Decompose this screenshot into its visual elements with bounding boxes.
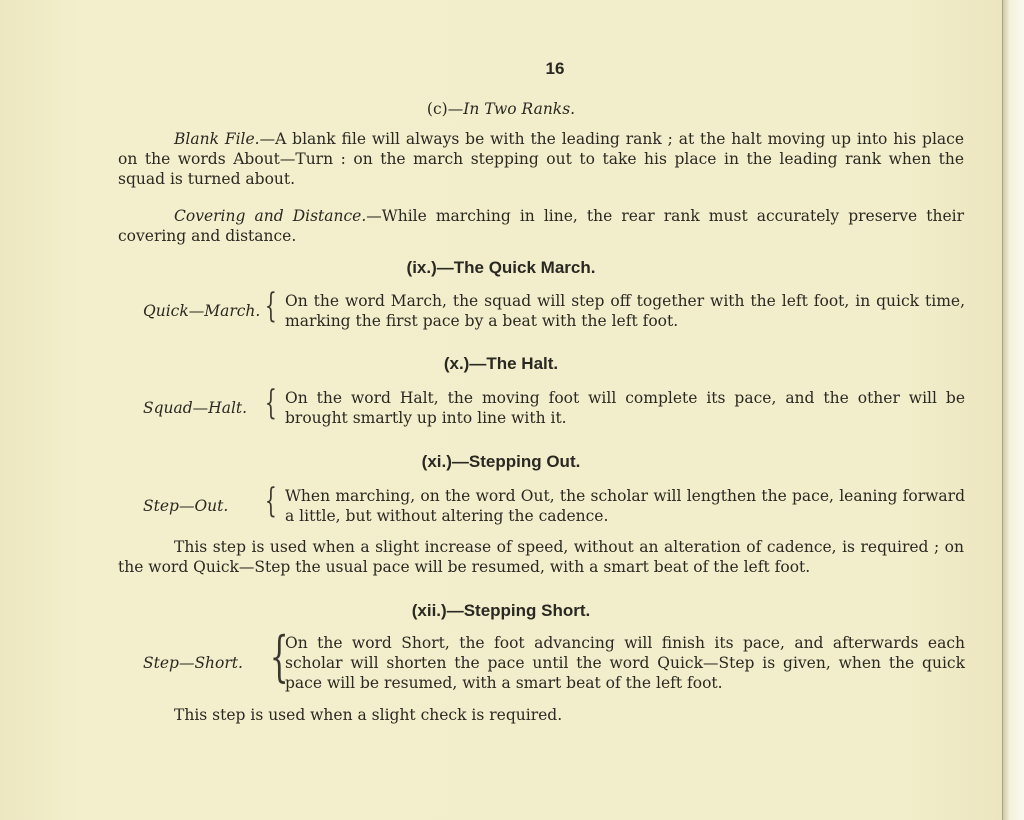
text-quick-march: On the word March, the squad will step off together with the left foot, in quick time, marking the first pace by a beat with the left foot.: [285, 292, 965, 330]
heading-stepping-out: (xi.)—Stepping Out.: [421, 452, 581, 471]
blank-file-paragraph: [118, 129, 964, 189]
page-edge: [1002, 0, 1024, 820]
page-number: 16: [545, 59, 565, 78]
heading-halt: (x.)—The Halt.: [443, 354, 559, 373]
covering-term: Covering and Distance.: [174, 207, 367, 225]
brace-halt: {: [264, 383, 277, 423]
side-label-stepping-short: Step—Short.: [143, 654, 243, 672]
blank-file-term: Blank File.: [174, 130, 260, 148]
text-stepping-out: When marching, on the word Out, the scholar will lengthen the pace, leaning forward a little, but without altering the cadence.: [285, 487, 965, 525]
brace-quick-march: {: [264, 286, 277, 326]
blank-file-text: —A blank file will always be with the leading rank ; at the halt moving up into his place on the words About—Turn : on the march stepping out to take his place in the leading rank when the squad is turned about.: [118, 130, 964, 188]
side-label-halt: Squad—Halt.: [143, 399, 248, 417]
covering-paragraph: [118, 206, 964, 246]
section-c-heading: (c)—In Two Ranks.: [426, 100, 576, 118]
text-halt: On the word Halt, the moving foot will complete its pace, and the other will be brought smartly up into line with it.: [285, 389, 965, 427]
brace-stepping-short: {: [269, 625, 289, 688]
side-label-quick-march: Quick—March.: [143, 302, 261, 320]
note-stepping-out: This step is used when a slight increase of speed, without an alteration of cadence, is required ; on the word Quick—Step the usual pace will be resumed, with a smart beat of the left foot.: [118, 538, 964, 576]
text-stepping-short: On the word Short, the foot advancing will finish its pace, and afterwards each scholar will shorten the pace until the word Quick—Step is given, when the quick pace will be resumed, with a smart beat of the left foot.: [285, 634, 965, 692]
side-label-stepping-out: Step—Out.: [143, 497, 229, 515]
heading-stepping-short: (xii.)—Stepping Short.: [411, 601, 591, 620]
covering-text: —While marching in line, the rear rank must accurately preserve their covering and distance.: [118, 207, 964, 245]
section-c-title: In Two Ranks.: [463, 100, 576, 118]
section-c-label: (c): [426, 100, 448, 118]
brace-stepping-out: {: [264, 481, 277, 521]
note-stepping-short: This step is used when a slight check is required.: [174, 706, 563, 724]
heading-quick-march: (ix.)—The Quick March.: [406, 258, 596, 277]
